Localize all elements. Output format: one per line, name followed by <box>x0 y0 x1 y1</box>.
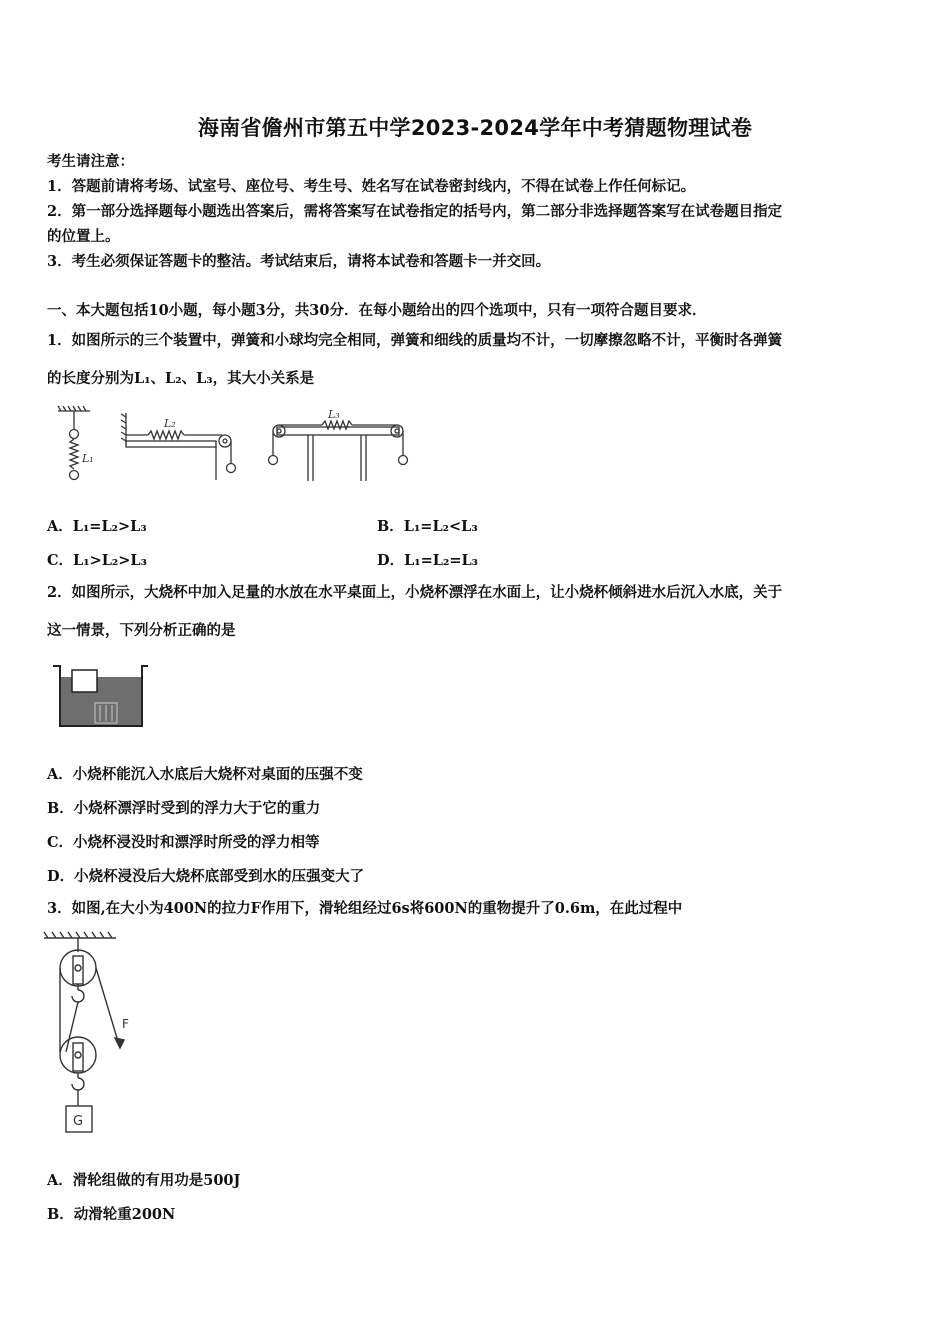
q2-option-d[interactable]: D．小烧杯浸没后大烧杯底部受到水的压强变大了 <box>47 868 365 885</box>
q2-beaker-figure <box>50 660 150 730</box>
q3-option-a[interactable]: A．滑轮组做的有用功是500J <box>47 1172 241 1189</box>
q3-option-b[interactable]: B．动滑轮重200N <box>47 1206 176 1223</box>
notice-item-2-cont: 的位置上。 <box>47 228 120 245</box>
q2-option-a[interactable]: A．小烧杯能沉入水底后大烧杯对桌面的压强不变 <box>47 766 363 783</box>
notice-item-1: 1．答题前请将考场、试室号、座位号、考生号、姓名写在试卷密封线内，不得在试卷上作任何标记。 <box>47 178 696 195</box>
page-title: 海南省儋州市第五中学2023-2024学年中考猜题物理试卷 <box>197 116 753 140</box>
q2-stem-line2: 这一情景，下列分析正确的是 <box>47 622 236 639</box>
q1-label-l1: L₁ <box>82 452 94 465</box>
q3-label-weight: G <box>73 1114 84 1129</box>
q1-option-b[interactable]: B．L₁=L₂<L₃ <box>377 518 478 535</box>
q1-label-l3: L₃ <box>328 408 340 421</box>
q1-option-a[interactable]: A．L₁=L₂>L₃ <box>47 518 147 535</box>
notice-heading: 考生请注意： <box>47 153 134 170</box>
notice-item-3: 3．考生必须保证答题卡的整洁。考试结束后，请将本试卷和答题卡一并交回。 <box>47 253 551 270</box>
q1-label-l2: L₂ <box>164 417 176 430</box>
q1-stem-line1: 1．如图所示的三个装置中，弹簧和小球均完全相同，弹簧和细线的质量均不计，一切摩擦忽略不计，平衡时各弹簧 <box>47 332 783 349</box>
q3-label-force: F <box>122 1017 129 1031</box>
q2-option-b[interactable]: B．小烧杯漂浮时受到的浮力大于它的重力 <box>47 800 321 817</box>
q1-spring-figure <box>50 405 415 485</box>
q1-option-d[interactable]: D．L₁=L₂=L₃ <box>377 552 479 569</box>
q3-pulley-figure <box>40 930 150 1140</box>
q3-stem: 3．如图,在大小为400N的拉力F作用下，滑轮组经过6s将600N的重物提升了0.6m，在此过程中 <box>47 900 683 917</box>
notice-item-2: 2．第一部分选择题每小题选出答案后，需将答案写在试卷指定的括号内，第二部分非选择题答案写在试卷题目指定 <box>47 203 783 220</box>
q1-option-c[interactable]: C．L₁>L₂>L₃ <box>47 552 147 569</box>
q2-option-c[interactable]: C．小烧杯浸没时和漂浮时所受的浮力相等 <box>47 834 320 851</box>
q2-stem-line1: 2．如图所示，大烧杯中加入足量的水放在水平桌面上，小烧杯漂浮在水面上，让小烧杯倾斜进水后沉入水底，关于 <box>47 584 783 601</box>
section-heading: 一、本大题包括10小题，每小题3分，共30分．在每小题给出的四个选项中，只有一项符合题目要求． <box>47 302 707 319</box>
q1-stem-line2: 的长度分别为L₁、L₂、L₃，其大小关系是 <box>47 370 315 387</box>
